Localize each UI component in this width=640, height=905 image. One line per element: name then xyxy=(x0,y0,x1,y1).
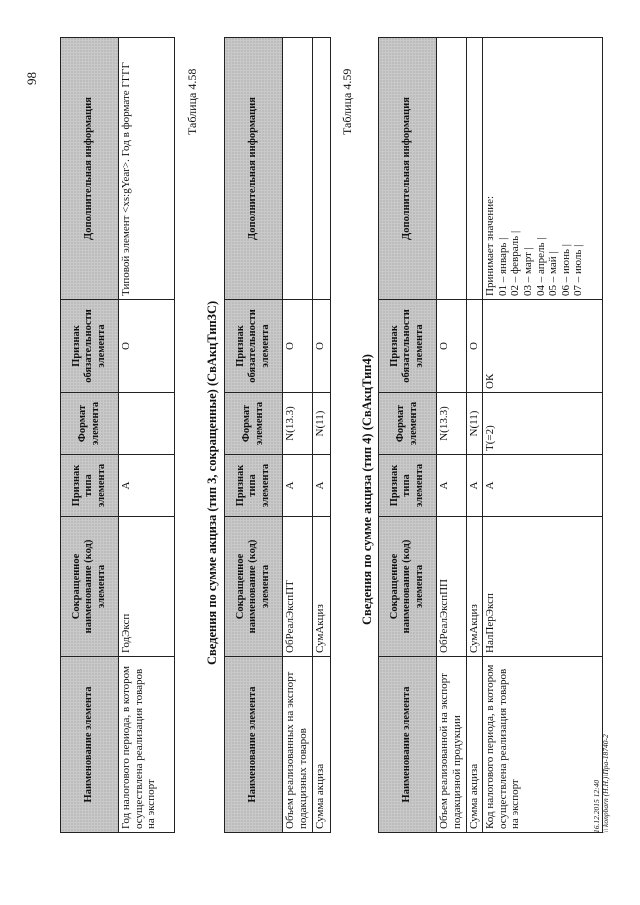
table-row xyxy=(483,38,603,833)
cell-name: Код налогового периода, в котором осуществлена реализация товаров на экспорт xyxy=(483,657,603,833)
table-caption-type3: Сведения по сумме акциза (тип 3, сокращенные) (СвАкцТип3С) xyxy=(205,300,219,665)
header-code: Сокращенное наименование (код) элемента xyxy=(379,517,437,657)
cell-format: N(11) xyxy=(467,393,483,455)
cell-format xyxy=(119,393,175,455)
cell-type: А xyxy=(437,455,467,517)
cell-name: Сумма акциза xyxy=(467,657,483,833)
header-name: Наименование элемента xyxy=(225,657,283,833)
header-format: Формат элемента xyxy=(61,393,119,455)
cell-name: Год налогового периода, в котором осуществлена реализация товаров на экспорт xyxy=(119,657,175,833)
table-header-row xyxy=(225,38,283,833)
header-name: Наименование элемента xyxy=(379,657,437,833)
cell-info: Типовой элемент <xs:gYear>. Год в формате ГГГГ xyxy=(119,38,175,300)
table-label-4-58: Таблица 4.58 xyxy=(185,68,199,135)
table-caption-type4: Сведения по сумме акциза (тип 4) (СвАкцТип4) xyxy=(360,354,374,625)
header-required: Признак обязательности элемента xyxy=(61,300,119,393)
cell-name: Объем реализованной на экспорт подакцизной продукции xyxy=(437,657,467,833)
value-item: 05 – май | xyxy=(547,251,560,296)
header-name: Наименование элемента xyxy=(61,657,119,833)
table-row xyxy=(467,38,483,833)
cell-type: А xyxy=(483,455,603,517)
cell-required: О xyxy=(467,300,483,393)
table-row xyxy=(119,38,175,833)
table-row xyxy=(283,38,313,833)
cell-type: А xyxy=(313,455,331,517)
header-code: Сокращенное наименование (код) элемента xyxy=(61,517,119,657)
cell-code: СумАкциз xyxy=(467,517,483,657)
header-type: Признак типа элемента xyxy=(225,455,283,517)
table-label-4-59: Таблица 4.59 xyxy=(340,68,354,135)
print-footer xyxy=(592,734,610,833)
footer-path: \\ konpbarn (H.H.)\Пра-18740-2 xyxy=(601,734,610,833)
cell-code: ГодЭксп xyxy=(119,517,175,657)
cell-type: А xyxy=(283,455,313,517)
cell-code: ОбРеалЭкспПТ xyxy=(283,517,313,657)
cell-format: N(13.3) xyxy=(437,393,467,455)
table-excise-type3 xyxy=(224,37,331,833)
cell-format: T(=2) xyxy=(483,393,603,455)
table-excise-type4 xyxy=(378,37,603,833)
cell-code: НалПерЭксп xyxy=(483,517,603,657)
cell-code: СумАкциз xyxy=(313,517,331,657)
cell-required: О xyxy=(283,300,313,393)
header-required: Признак обязательности элемента xyxy=(379,300,437,393)
cell-type: А xyxy=(467,455,483,517)
header-format: Формат элемента xyxy=(379,393,437,455)
cell-info xyxy=(467,38,483,300)
header-info: Дополнительная информация xyxy=(61,38,119,300)
header-info: Дополнительная информация xyxy=(225,38,283,300)
cell-required: ОК xyxy=(483,300,603,393)
cell-required: О xyxy=(437,300,467,393)
value-item: 07 – июль | xyxy=(572,244,585,296)
cell-info xyxy=(283,38,313,300)
header-required: Признак обязательности элемента xyxy=(225,300,283,393)
page-number: 98 xyxy=(24,72,39,85)
cell-name: Объем реализованных на экспорт подакцизных товаров xyxy=(283,657,313,833)
header-type: Признак типа элемента xyxy=(61,455,119,517)
table-row xyxy=(437,38,467,833)
cell-code: ОбРеалЭкспПП xyxy=(437,517,467,657)
value-item: 06 – июнь | xyxy=(559,244,572,296)
table-year xyxy=(60,37,175,833)
cell-format: N(13.3) xyxy=(283,393,313,455)
cell-format: N(11) xyxy=(313,393,331,455)
table-row xyxy=(313,38,331,833)
table-header-row xyxy=(379,38,437,833)
header-code: Сокращенное наименование (код) элемента xyxy=(225,517,283,657)
footer-date: 16.12.2015 12:40 xyxy=(592,779,601,833)
header-type: Признак типа элемента xyxy=(379,455,437,517)
cell-info xyxy=(437,38,467,300)
header-info: Дополнительная информация xyxy=(379,38,437,300)
values-title: Принимает значение: xyxy=(484,195,496,296)
cell-required: О xyxy=(119,300,175,393)
value-item: 02 – февраль | xyxy=(509,230,522,296)
header-format: Формат элемента xyxy=(225,393,283,455)
cell-name: Сумма акциза xyxy=(313,657,331,833)
table-header-row xyxy=(61,38,119,833)
cell-info-values xyxy=(483,38,603,300)
cell-required: О xyxy=(313,300,331,393)
value-item: 04 – апрель | xyxy=(534,237,547,296)
cell-info xyxy=(313,38,331,300)
cell-type: А xyxy=(119,455,175,517)
value-item: 03 – март | xyxy=(521,247,534,296)
value-item: 01 – январь | xyxy=(496,237,509,296)
